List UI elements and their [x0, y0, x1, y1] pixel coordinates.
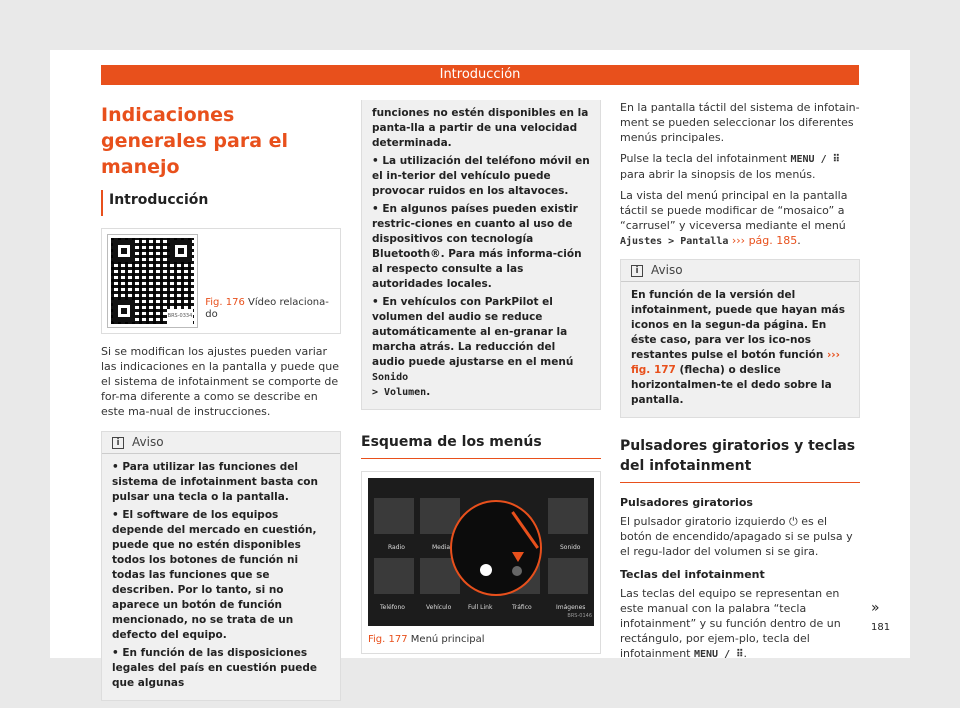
menu-path: > Volumen — [372, 387, 427, 398]
text: . — [743, 647, 747, 660]
screen-label: Tráfico — [512, 604, 532, 611]
menu-path: Ajustes > Pantalla — [620, 236, 729, 247]
notice-text: • En vehículos con ParkPilot el volumen del audio se reduce automáticamente al en-granar la marcha atrás. La reducción del audio puede ajustarse en el menú — [372, 296, 574, 368]
screen-label: Radio — [388, 544, 405, 551]
screen-label: Media — [432, 544, 451, 551]
paragraph: Si se modifican los ajustes pueden variar las indicaciones en la pantalla y puede que el sistema de infotainment se comporte de for-ma diferente a como se describe en este ma-nual de instrucciones. — [101, 345, 340, 418]
text: Pulse la tecla del infotainment — [620, 152, 791, 165]
figure-code: BRS-0146 — [567, 613, 592, 619]
screen-label: Sonido — [560, 544, 581, 551]
notice-item: • Para utilizar las funciones del sistema de infotainment basta con pulsar una tecla o la pantalla. — [112, 461, 318, 503]
power-icon: ⏻ — [789, 515, 798, 528]
subheading: Pulsadores giratorios — [620, 496, 753, 509]
screen-label: Imágenes — [556, 604, 586, 611]
notice-item — [631, 288, 849, 408]
menu-path: Sonido — [372, 372, 409, 383]
page-reference-link[interactable]: ››› pág. 185 — [728, 234, 798, 247]
screen-label: Full Link — [468, 604, 493, 611]
highlight-circle — [450, 500, 542, 596]
subsection-title: Pulsadores giratorios y teclas del infotainment — [620, 436, 860, 483]
text: Las teclas del equipo se representan en este manual con la palabra “tecla infotainment” y su función dentro de un rectángulo, por ejem-plo, tecla del infotainment — [620, 587, 841, 660]
figure-number: Fig. 177 — [368, 634, 408, 645]
infotainment-screen-image — [368, 478, 594, 626]
figure-caption-text: Vídeo relaciona-do — [205, 297, 329, 320]
page-number: 181 — [871, 622, 891, 633]
text: En función de la versión del infotainment, puede que hayan más iconos en la segun-da página. En éste caso, para ver los ico-nos restantes pulse el botón función — [631, 289, 845, 361]
figure-176 — [101, 228, 341, 334]
notice-item: • En función de las disposiciones legales del país en cuestión puede que algunas — [112, 647, 317, 689]
text: para abrir la sinopsis de los menús. — [620, 168, 816, 181]
screen-label: Vehículo — [426, 604, 452, 611]
notice-body — [102, 454, 340, 700]
page-header: Introducción — [101, 65, 859, 85]
text: . — [797, 234, 801, 247]
text: La vista del menú principal en la pantalla táctil se puede modificar de “mosaico” a “carrusel” y viceversa mediante el menú — [620, 189, 848, 232]
figure-caption — [197, 235, 334, 327]
notice-item: • El software de los equipos depende del mercado en cuestión, puede que no estén disponibles todos los botones de función ni todas las funciones que se describen. Por lo tanto, si no aparece un botón de función mencionado, no se trata de un defecto del equipo. — [112, 509, 317, 641]
subheading: Teclas del infotainment — [620, 568, 765, 581]
text: (flecha) o deslice horizontalmen-te el dedo sobre la pantalla. — [631, 364, 832, 406]
notice-body — [362, 100, 600, 409]
continue-chevron-icon: » — [871, 600, 880, 616]
qr-code[interactable] — [108, 235, 197, 327]
paragraph: En la pantalla táctil del sistema de infotain-ment se pueden seleccionar los diferentes menús principales. — [620, 101, 860, 144]
dot-icon — [512, 566, 522, 576]
text: El pulsador giratorio izquierdo — [620, 515, 790, 528]
figure-caption-text: Menú principal — [410, 634, 485, 645]
paragraph — [620, 188, 860, 249]
paragraph — [620, 151, 860, 182]
info-icon: i — [112, 437, 124, 449]
section-title: Indicaciones generales para el manejo — [101, 104, 289, 178]
notice-body — [621, 282, 859, 417]
figure-177 — [361, 471, 601, 654]
notice-title: Aviso — [132, 435, 164, 449]
notice-item: funciones no estén disponibles en la panta-lla a partir de una velocidad determinada. — [372, 107, 589, 149]
figure-reference-link[interactable]: ››› fig. 177 — [631, 349, 840, 376]
dot-icon — [480, 564, 492, 576]
notice-item — [372, 295, 590, 400]
figure-number: Fig. 176 — [205, 297, 245, 308]
paragraph — [620, 514, 860, 559]
notice-box-continued — [361, 100, 601, 410]
figure-caption — [368, 626, 594, 647]
notice-box — [620, 259, 860, 418]
notice-text: . — [426, 386, 431, 398]
figure-code: BRS-0334 — [167, 309, 194, 324]
notice-box — [101, 431, 341, 701]
subsection-title: Esquema de los menús — [361, 432, 601, 459]
paragraph — [620, 586, 860, 662]
notice-item: • La utilización del teléfono móvil en el in-terior del vehículo puede provocar ruidos en los altavoces. — [372, 155, 590, 197]
menu-key: MENU / ⠿ — [693, 649, 744, 660]
notice-title: Aviso — [651, 263, 683, 277]
column-2 — [361, 100, 601, 654]
notice-header — [621, 260, 859, 282]
text: es el botón de encendido/apagado si se pulsa y el regu-lador del volumen si se gira. — [620, 515, 853, 558]
menu-key: MENU / ⠿ — [790, 154, 840, 165]
notice-header — [102, 432, 340, 454]
info-icon: i — [631, 265, 643, 277]
column-3 — [620, 100, 860, 668]
subsection-title: Introducción — [101, 190, 341, 216]
column-1 — [101, 100, 341, 708]
screen-label: Teléfono — [380, 604, 405, 611]
arrowhead-icon — [512, 552, 524, 562]
notice-item: • En algunos países pueden existir restric-ciones en cuanto al uso de dispositivos con tecnología Bluetooth®. Para más informa-ción al respecto consulte a las autoridades locales. — [372, 203, 582, 290]
